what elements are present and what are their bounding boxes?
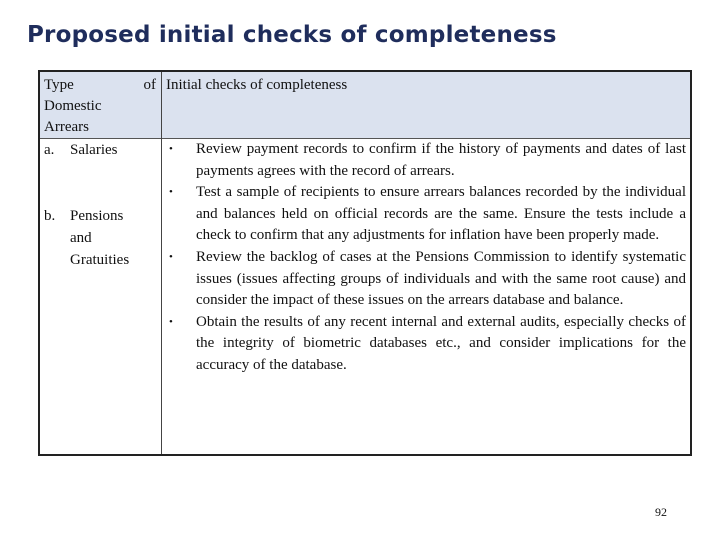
check-text: Review payment records to confirm if the history of payments and dates of last payments agrees with the record of arrears.	[196, 141, 686, 179]
item-text-line: Pensions	[70, 208, 124, 224]
table-header-row	[40, 72, 690, 139]
check-item	[166, 139, 686, 182]
bullet-icon: •	[169, 315, 173, 328]
header-word: of	[143, 77, 156, 93]
item-text	[70, 205, 158, 271]
header-cell-type	[44, 75, 156, 138]
header-word: Arrears	[44, 119, 89, 135]
bullet-icon: •	[169, 143, 173, 155]
header-word: Domestic	[44, 98, 102, 114]
check-text: Test a sample of recipients to ensure arrears balances recorded by the individual and balances held on official records are the same. Ensure the tests include a check to confirm that any adjustments for inflation have been properly made.	[196, 184, 686, 244]
item-label: b.	[44, 208, 56, 224]
bullet-icon: •	[169, 186, 173, 199]
item-text: Salaries	[70, 142, 118, 158]
completeness-checks-table	[38, 70, 692, 456]
page-number: 92	[655, 505, 667, 519]
column-divider	[161, 72, 162, 454]
slide-title: Proposed initial checks of completeness	[27, 22, 557, 48]
arrears-type-cell	[44, 139, 158, 271]
bullet-icon: •	[169, 250, 173, 263]
check-text: Review the backlog of cases at the Pensions Commission to identify systematic issues (issues affecting groups of individuals and with the same root cause) and consider the impact of these issues on the arrears database and balance.	[196, 248, 686, 309]
check-item	[166, 182, 686, 247]
checks-cell	[166, 139, 686, 377]
item-text-line: and	[70, 230, 92, 246]
check-item	[166, 247, 686, 312]
arrears-type-item	[44, 139, 158, 161]
check-item	[166, 312, 686, 377]
check-text: Obtain the results of any recent internal and external audits, especially checks of the integrity of biometric databases etc., and consider implications for the accuracy of the database.	[196, 313, 686, 373]
header-cell-checks: Initial checks of completeness	[166, 77, 348, 93]
header-word: Type	[44, 77, 74, 93]
arrears-type-item	[44, 205, 158, 271]
item-label: a.	[44, 142, 55, 158]
item-text-line: Gratuities	[70, 252, 130, 268]
